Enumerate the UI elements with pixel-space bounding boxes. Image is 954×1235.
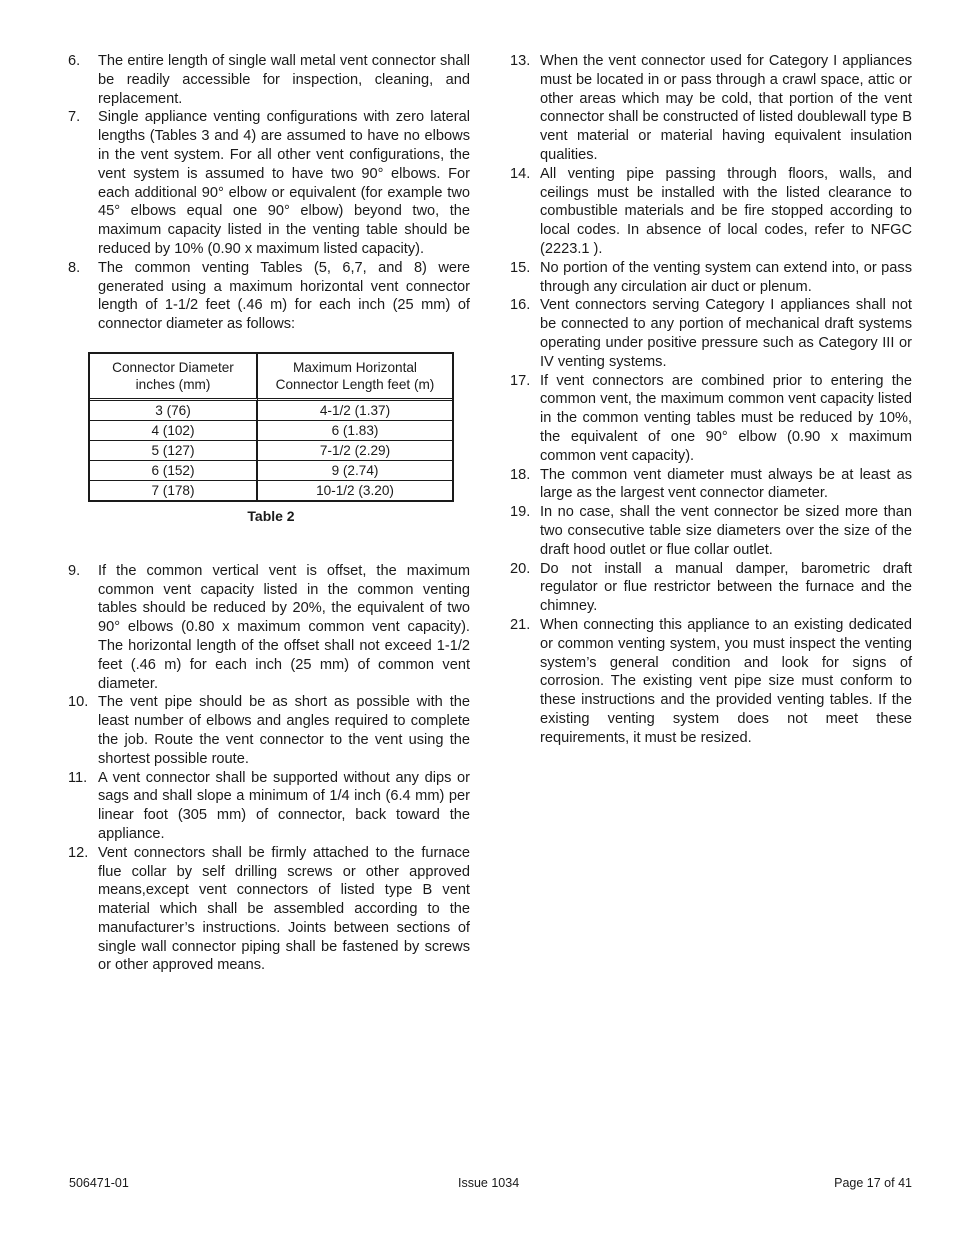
- table-row: [90, 460, 452, 480]
- table-row: [90, 480, 452, 500]
- list-item-text: If the common vertical vent is offset, the maximum common vent capacity listed in the common venting tables should be reduced by 20%, the equivalent of two 90° elbows (0.80 x maximum common vent capacity). The horizontal length of the offset shall not exceed 1-1/2 feet (.46 m) for each inch (25 mm) of common vent diameter.: [98, 562, 470, 692]
- right-column: [510, 52, 912, 747]
- table-cell: 7-1/2 (2.29): [258, 440, 452, 460]
- table-header-diameter: Connector Diameter inches (mm): [90, 354, 258, 401]
- table-cell: 4-1/2 (1.37): [319, 402, 391, 418]
- list-item-number: 8.: [68, 259, 81, 276]
- list-item: [510, 503, 912, 559]
- list-item-number: 6.: [68, 53, 81, 69]
- table-cell: 6 (152): [90, 460, 258, 480]
- list-item-text: In no case, shall the vent connector be sized more than two consecutive table size diameters over the size of the draft hood outlet or flue collar outlet.: [540, 504, 912, 558]
- list-item-text: The vent pipe should be as short as possible with the least number of elbows and angles required to complete the job. Route the vent connector to the vent using the shortest possible route.: [98, 694, 470, 767]
- list-item: [510, 165, 912, 259]
- list-item-text: If vent connectors are combined prior to entering the common vent, the maximum common vent capacity listed in the common venting tables must be reduced by 10%, the equivalent of one 90° elbow (0.90 x maximum common vent capacity).: [540, 372, 912, 464]
- table-cell: 3 (76): [90, 401, 258, 420]
- list-item-text: All venting pipe passing through floors, walls, and ceilings must be installed with the listed clearance to combustible materials and be fire stopped according to local codes. In absence of local codes, refer to NFGC (2223.1 ).: [540, 165, 912, 257]
- list-item-text: Vent connectors serving Category I appliances shall not be connected to any portion of mechanical draft systems operating under positive pressure such as Category III or IV venting systems.: [540, 297, 912, 370]
- table-row: [90, 401, 452, 420]
- footer-doc-number: 506471-01: [69, 1176, 129, 1190]
- list-item-text: When the vent connector used for Category I appliances must be located in or pass through a crawl space, attic or other areas which may be cold, that portion of the vent connector shall be constructed of listed doublewall type B vent material or material having equivalent insulation qualities.: [540, 53, 912, 163]
- list-item: [68, 259, 470, 334]
- table-row: [90, 420, 452, 440]
- table-header-length: Maximum Horizontal Connector Length feet (m): [258, 354, 452, 401]
- list-item-text: The entire length of single wall metal vent connector shall be readily accessible for inspection, cleaning, and replacement.: [98, 53, 470, 107]
- list-item-text: Single appliance venting configurations with zero lateral lengths (Tables 3 and 4) are assumed to have no elbows in the vent system. For all other vent configurations, the vent system is assumed to have two 90° elbows. For each additional 90° elbow or equivalent (for example two 45° elbows equal one 90° elbow) beyond two, the maximum capacity listed in the venting table should be reduced by 10% (0.90 x maximum listed capacity).: [98, 109, 470, 257]
- table-cell: 4 (102): [90, 420, 258, 440]
- list-item-number: 19.: [510, 504, 531, 521]
- list-item-number: 13.: [510, 53, 531, 69]
- spacer: [68, 526, 470, 562]
- left-list-bottom: [68, 562, 470, 976]
- list-item-number: 14.: [510, 165, 531, 182]
- table-row: [90, 440, 452, 460]
- list-item: [510, 560, 912, 616]
- list-item: [510, 616, 912, 748]
- list-item-number: 11.: [68, 769, 88, 786]
- list-item: [68, 562, 470, 694]
- list-item-text: The common venting Tables (5, 6,7, and 8) were generated using a maximum horizontal vent connector length of 1-1/2 feet (.46 m) for each inch (25 mm) of connector diameter as follows:: [98, 259, 470, 333]
- table-cell: 9 (2.74): [258, 460, 452, 480]
- table-header-row: [90, 354, 452, 401]
- left-list-top: [68, 52, 470, 334]
- footer-page-number: Page 17 of 41: [834, 1176, 912, 1190]
- list-item-text: No portion of the venting system can extend into, or pass through any circulation air duct or plenum.: [540, 259, 912, 295]
- list-item-number: 9.: [68, 562, 81, 579]
- table-caption: Table 2: [247, 507, 295, 524]
- list-item-number: 7.: [68, 109, 81, 126]
- list-item-number: 10.: [68, 694, 89, 711]
- table-cell: 6 (1.83): [258, 420, 452, 440]
- list-item: [68, 693, 470, 768]
- list-item-number: 12.: [68, 844, 89, 861]
- list-item: [68, 52, 470, 108]
- list-item: [510, 372, 912, 466]
- list-item: [68, 108, 470, 258]
- left-column: [68, 52, 470, 975]
- list-item: [510, 466, 912, 504]
- connector-length-table: [88, 352, 454, 502]
- table-cell: 7 (178): [90, 480, 258, 500]
- list-item-text: A vent connector shall be supported without any dips or sags and shall slope a minimum of 1/4 inch (6.4 mm) per linear foot (305 mm) of connector, back toward the appliance.: [98, 769, 470, 842]
- list-item: [510, 52, 912, 165]
- list-item-number: 21.: [510, 616, 531, 633]
- table-cell: 5 (127): [90, 440, 258, 460]
- list-item-text: When connecting this appliance to an existing dedicated or common venting system, you must inspect the venting system’s general condition and look for signs of corrosion. The existing vent pipe size must conform to these instructions and the provided venting tables. If the existing venting system does not meet these requirements, it must be resized.: [540, 616, 912, 746]
- table-cell: 10-1/2 (3.20): [258, 480, 452, 500]
- list-item-number: 15.: [510, 259, 531, 276]
- list-item-number: 20.: [510, 560, 531, 577]
- connector-length-table-wrap: [88, 352, 454, 502]
- list-item-text: The common vent diameter must always be at least as large as the largest vent connector diameter.: [540, 466, 912, 502]
- list-item: [68, 769, 470, 844]
- list-item-number: 16.: [510, 297, 531, 314]
- list-item: [68, 844, 470, 976]
- list-item-text: Vent connectors shall be firmly attached to the furnace flue collar by self drilling screws or other approved means,except vent connectors of listed type B vent material which shall be assembled according to the manufacturer’s instructions. Joints between sections of single wall connector piping shall be fastened by screws or other approved means.: [98, 844, 470, 974]
- footer-issue: Issue 1034: [458, 1176, 520, 1190]
- list-item-text: Do not install a manual damper, barometric draft regulator or flue restrictor between the furnace and the chimney.: [540, 560, 912, 615]
- list-item: [510, 296, 912, 371]
- list-item: [510, 259, 912, 297]
- list-item-number: 17.: [510, 372, 531, 389]
- list-item-number: 18.: [510, 466, 531, 483]
